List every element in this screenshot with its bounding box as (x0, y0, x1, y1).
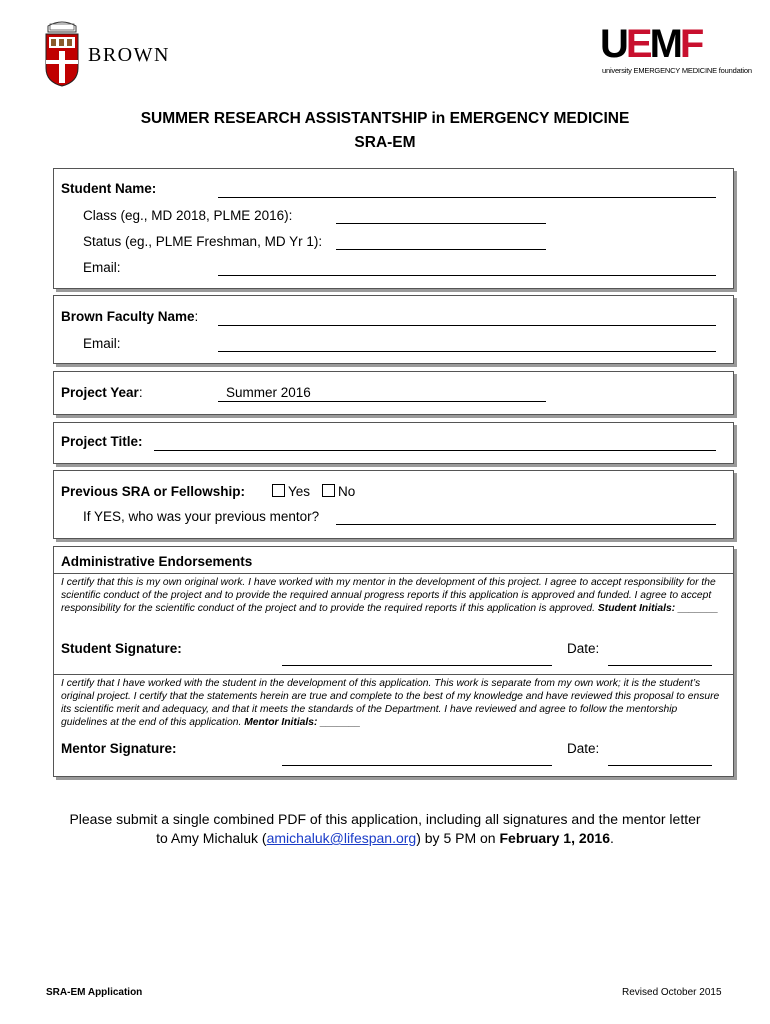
previous-sra-section (53, 470, 734, 539)
faculty-name-field[interactable] (218, 325, 716, 326)
student-date-label: Date: (567, 641, 600, 656)
faculty-name-label: Brown Faculty Name: (61, 309, 199, 324)
contact-email-link[interactable]: amichaluk@lifespan.org (266, 830, 417, 846)
previous-mentor-label: If YES, who was your previous mentor? (83, 509, 320, 524)
submit-line-2: to Amy Michaluk (amichaluk@lifespan.org) by 5 PM on February 1, 2016. (156, 830, 614, 846)
project-year-label: Project Year: (61, 385, 143, 400)
brown-wordmark: BROWN (88, 44, 170, 66)
admin-heading: Administrative Endorsements (61, 554, 253, 569)
brown-logo (42, 20, 182, 92)
class-field[interactable] (336, 223, 546, 224)
faculty-email-field[interactable] (218, 351, 716, 352)
student-email-label: Email: (83, 260, 121, 275)
brown-crest-icon (42, 20, 82, 88)
submit-line-1: Please submit a single combined PDF of this application, including all signatures and the mentor letter (69, 811, 701, 827)
mentor-signature-label: Mentor Signature: (61, 741, 177, 756)
student-certification: I certify that this is my own original work. I have worked with my mentor in the development of this project. I agree to accept responsibility for the scientific conduct of the project and to provide the required annual progress reports if this application is approved and funded. I agree to accept responsibility for the scientific conduct of the project and to provide the required reports if this application is approved. Student Initials: _______ (61, 577, 719, 614)
uemf-tagline: university EMERGENCY MEDICINE foundation (602, 66, 752, 75)
student-name-label: Student Name: (61, 181, 157, 196)
student-signature-label: Student Signature: (61, 641, 182, 656)
student-email-field[interactable] (218, 275, 716, 276)
student-section (53, 168, 734, 289)
deadline: February 1, 2016 (499, 830, 610, 846)
no-checkbox[interactable] (322, 484, 335, 497)
mentor-certification: I certify that I have worked with the student in the development of this application. This work is separate from my own work; it is the student’s original project. I certify that the statements herein are true and complete to the best of my knowledge and have reviewed this proposal to ensure its scientific merit and adequacy, and that it meets the standards of the Department. I have reviewed and agree to follow the mentorship guidelines at the end of this application. Mentor Initials: _______ (61, 678, 720, 728)
admin-divider (54, 573, 733, 574)
uemf-wordmark: UEMF (600, 22, 702, 66)
mentor-date-label: Date: (567, 741, 600, 756)
mentor-date-field[interactable] (608, 765, 712, 766)
project-year-field (218, 401, 546, 402)
submit-instructions (0, 810, 770, 848)
yes-option[interactable]: Yes (272, 484, 310, 499)
uemf-logo (600, 22, 752, 82)
student-signature-field[interactable] (282, 665, 552, 666)
page-title: SUMMER RESEARCH ASSISTANTSHIP in EMERGENCY MEDICINE (140, 110, 630, 127)
student-date-field[interactable] (608, 665, 712, 666)
class-label: Class (eg., MD 2018, PLME 2016): (83, 208, 293, 223)
no-option[interactable]: No (322, 484, 355, 499)
page-subtitle: SRA-EM (354, 134, 416, 151)
status-field[interactable] (336, 249, 546, 250)
admin-endorsements-section (53, 546, 734, 777)
faculty-email-label: Email: (83, 336, 121, 351)
project-title-section (53, 422, 734, 464)
mentor-signature-field[interactable] (282, 765, 552, 766)
project-year-value[interactable]: Summer 2016 (226, 385, 311, 400)
project-title-label: Project Title: (61, 434, 143, 449)
footer-left: SRA-EM Application (46, 987, 143, 998)
footer-right: Revised October 2015 (622, 987, 722, 998)
status-label: Status (eg., PLME Freshman, MD Yr 1): (83, 234, 323, 249)
project-title-field[interactable] (154, 450, 716, 451)
project-year-section (53, 371, 734, 415)
previous-sra-label: Previous SRA or Fellowship: (61, 484, 246, 499)
student-name-field[interactable] (218, 197, 716, 198)
previous-mentor-field[interactable] (336, 524, 716, 525)
faculty-section (53, 295, 734, 364)
yes-checkbox[interactable] (272, 484, 285, 497)
signature-divider (54, 674, 733, 675)
